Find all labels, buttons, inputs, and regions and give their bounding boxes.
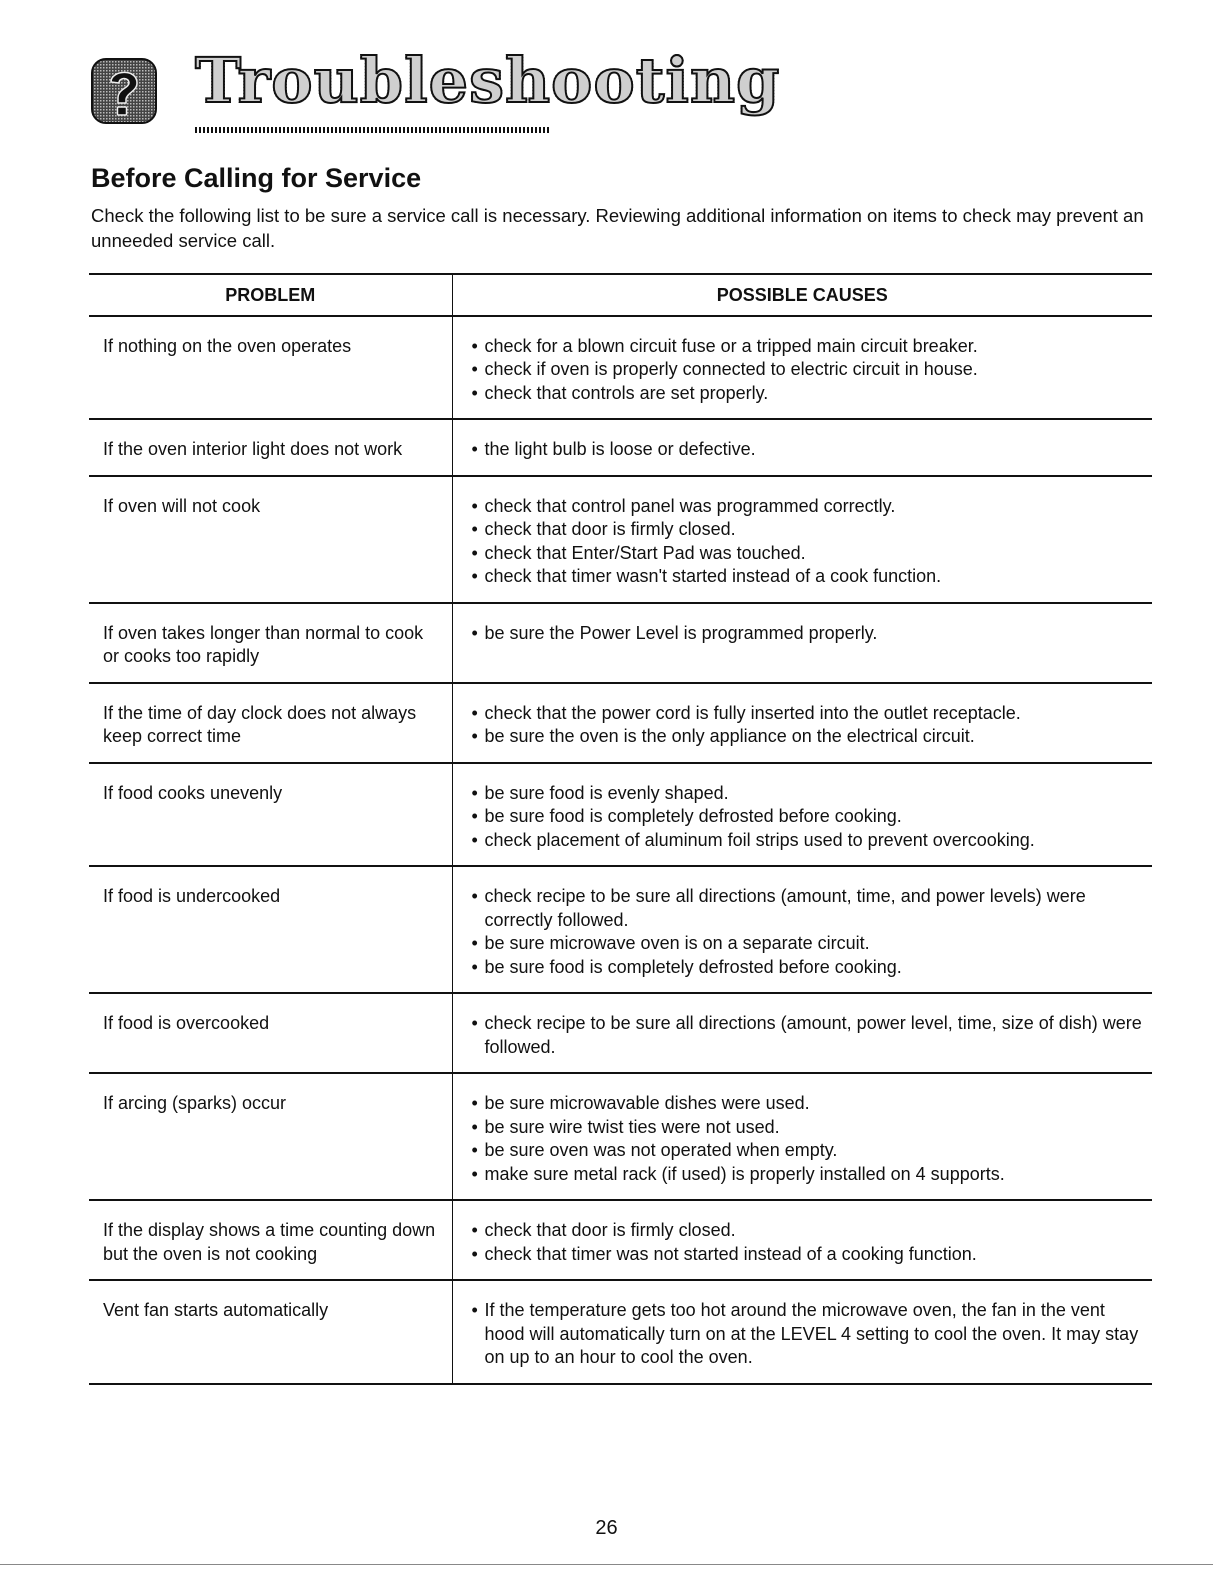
cause-item: • check that timer wasn't started instead of a cook function. [472,565,1145,589]
cause-item: • check if oven is properly connected to electric circuit in house. [472,358,1145,382]
section-heading: Before Calling for Service [91,163,422,193]
cause-list [472,702,1145,749]
troubleshooting-table [89,273,1152,1385]
cause-item: • check that the power cord is fully inserted into the outlet receptacle. [472,702,1145,726]
cause-item: • check recipe to be sure all directions (amount, power level, time, size of dish) were followed. [472,1012,1145,1059]
cause-item: • be sure the oven is the only appliance on the electrical circuit. [472,725,1145,749]
column-header-problem: PROBLEM [89,274,452,316]
table-header-row [89,274,1152,316]
cause-item: • check that door is firmly closed. [472,1219,1145,1243]
question-mark-icon [91,58,157,124]
causes-cell [452,1200,1152,1280]
causes-cell [452,866,1152,993]
cause-item: • check that control panel was programmed correctly. [472,495,1145,519]
problem-cell: If oven will not cook [89,476,452,603]
cause-item: • check placement of aluminum foil strips used to prevent overcooking. [472,829,1145,853]
cause-item: • check that door is firmly closed. [472,518,1145,542]
causes-cell [452,763,1152,867]
table-row [89,1280,1152,1384]
cause-list [472,885,1145,979]
cause-list [472,1219,1145,1266]
cause-item: • check that controls are set properly. [472,382,1145,406]
cause-list [472,1299,1145,1370]
cause-item: • be sure food is completely defrosted before cooking. [472,956,1145,980]
cause-list [472,1012,1145,1059]
causes-cell [452,683,1152,763]
cause-item: • check that timer was not started instead of a cooking function. [472,1243,1145,1267]
table-row [89,603,1152,683]
problem-cell: If food is overcooked [89,993,452,1073]
table-row [89,419,1152,476]
table-row [89,1200,1152,1280]
cause-item: • be sure food is completely defrosted before cooking. [472,805,1145,829]
problem-cell: Vent fan starts automatically [89,1280,452,1384]
problem-cell: If oven takes longer than normal to cook or cooks too rapidly [89,603,452,683]
problem-cell: If the display shows a time counting down but the oven is not cooking [89,1200,452,1280]
cause-list [472,782,1145,853]
page-title-text: Troubleshooting [195,44,781,117]
causes-cell [452,993,1152,1073]
cause-item: • be sure wire twist ties were not used. [472,1116,1145,1140]
table-row [89,1073,1152,1200]
table-row [89,993,1152,1073]
causes-cell [452,1280,1152,1384]
cause-item: • the light bulb is loose or defective. [472,438,1145,462]
causes-cell [452,1073,1152,1200]
intro-paragraph: Check the following list to be sure a service call is necessary. Reviewing additional information on items to check may prevent an unneeded service call. [91,205,1144,251]
table-row [89,763,1152,867]
cause-item: • check that Enter/Start Pad was touched. [472,542,1145,566]
cause-item: • If the temperature gets too hot around the microwave oven, the fan in the vent hood will automatically turn on at the LEVEL 4 setting to cool the oven. It may stay on up to an hour to cool the oven. [472,1299,1145,1370]
cause-item: • be sure microwavable dishes were used. [472,1092,1145,1116]
cause-list [472,438,1145,462]
cause-item: • be sure microwave oven is on a separate circuit. [472,932,1145,956]
column-header-causes: POSSIBLE CAUSES [452,274,1152,316]
problem-cell: If nothing on the oven operates [89,316,452,420]
causes-cell [452,316,1152,420]
table-row [89,683,1152,763]
cause-item: • make sure metal rack (if used) is properly installed on 4 supports. [472,1163,1145,1187]
causes-cell [452,603,1152,683]
cause-item: • check for a blown circuit fuse or a tripped main circuit breaker. [472,335,1145,359]
cause-list [472,1092,1145,1186]
causes-cell [452,476,1152,603]
table-body [89,316,1152,1384]
problem-cell: If the oven interior light does not work [89,419,452,476]
cause-list [472,495,1145,589]
bottom-rule [0,1564,1213,1565]
cause-item: • check recipe to be sure all directions (amount, time, and power levels) were correctly followed. [472,885,1145,932]
cause-list [472,622,1145,646]
problem-cell: If arcing (sparks) occur [89,1073,452,1200]
cause-item: • be sure oven was not operated when empty. [472,1139,1145,1163]
table-row [89,866,1152,993]
title-underline [195,127,549,133]
cause-item: • be sure the Power Level is programmed properly. [472,622,1145,646]
causes-cell [452,419,1152,476]
page-number: 26 [595,1517,618,1539]
table-row [89,316,1152,420]
problem-cell: If food is undercooked [89,866,452,993]
cause-item: • be sure food is evenly shaped. [472,782,1145,806]
cause-list [472,335,1145,406]
table-row [89,476,1152,603]
problem-cell: If the time of day clock does not always keep correct time [89,683,452,763]
problem-cell: If food cooks unevenly [89,763,452,867]
page-title [195,44,781,117]
